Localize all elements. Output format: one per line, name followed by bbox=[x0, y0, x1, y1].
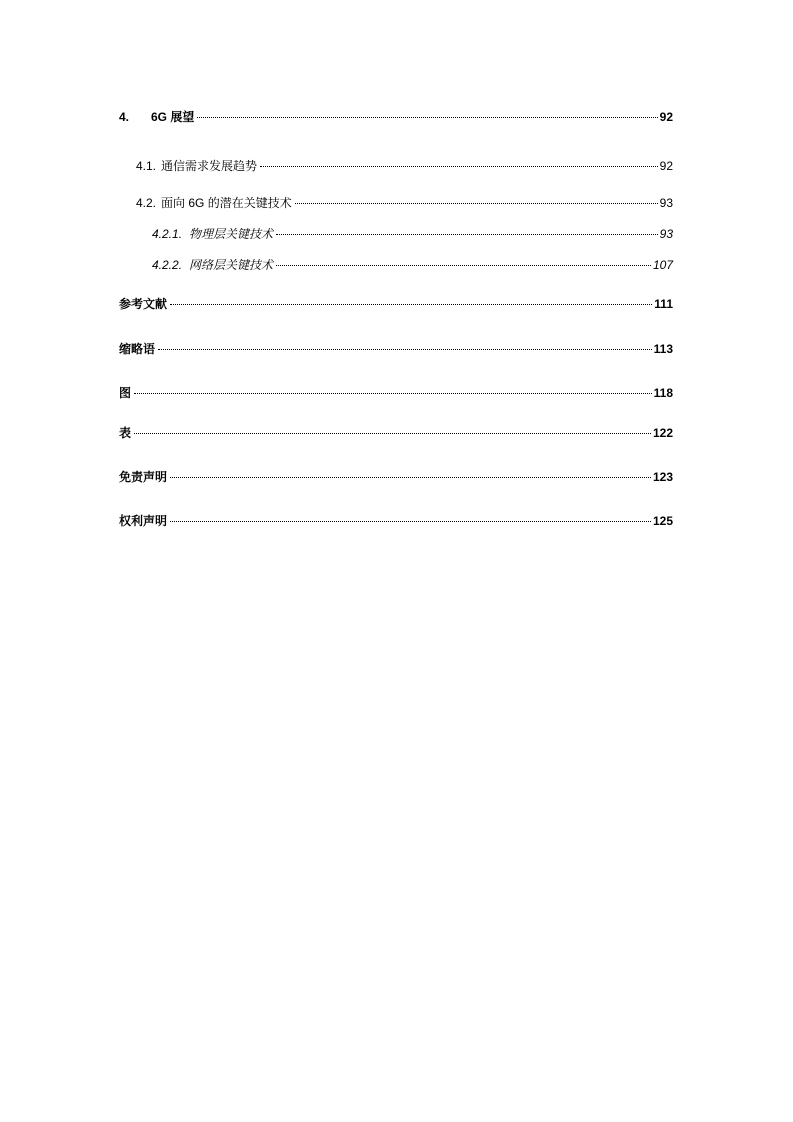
toc-entry-page: 111 bbox=[654, 297, 673, 311]
toc-entry-title: 图 bbox=[119, 386, 132, 400]
toc-entry-title: 免责声明 bbox=[119, 470, 168, 484]
dot-leader bbox=[134, 433, 651, 434]
toc-entry-title: 参考文献 bbox=[119, 297, 168, 311]
toc-entry-page: 93 bbox=[659, 227, 673, 241]
dot-leader bbox=[260, 166, 658, 167]
toc-entry-rights-statement[interactable] bbox=[119, 513, 673, 529]
toc-entry-title: 面向 6G 的潜在关键技术 bbox=[161, 196, 292, 210]
toc-entry-abbreviations[interactable] bbox=[119, 341, 673, 357]
dot-leader bbox=[276, 234, 658, 235]
toc-entry-references[interactable] bbox=[119, 296, 673, 312]
toc-entry-number: 4. bbox=[119, 110, 130, 124]
toc-entry-page: 92 bbox=[659, 159, 673, 173]
toc-entry-number: 4.1. bbox=[136, 159, 157, 173]
dot-leader bbox=[170, 477, 651, 478]
toc-entry-figures[interactable] bbox=[119, 385, 673, 401]
toc-entry-page: 125 bbox=[652, 514, 673, 528]
toc-entry-disclaimer[interactable] bbox=[119, 469, 673, 485]
toc-entry-title: 6G 展望 bbox=[151, 110, 195, 124]
dot-leader bbox=[170, 304, 652, 305]
dot-leader bbox=[170, 521, 651, 522]
toc-entry-title: 物理层关键技术 bbox=[189, 227, 274, 241]
dot-leader bbox=[276, 265, 651, 266]
dot-leader bbox=[134, 393, 652, 394]
dot-leader bbox=[158, 349, 652, 350]
toc-entry-number: 4.2. bbox=[136, 196, 157, 210]
toc-entry-page: 107 bbox=[652, 258, 673, 272]
toc-entry-network-layer[interactable] bbox=[152, 257, 673, 273]
toc-entry-6g-outlook[interactable] bbox=[119, 109, 673, 125]
dot-leader bbox=[197, 117, 657, 118]
toc-entry-6g-key-technologies[interactable] bbox=[136, 195, 673, 211]
toc-entry-title: 网络层关键技术 bbox=[189, 258, 274, 272]
toc-entry-title: 缩略语 bbox=[119, 342, 156, 356]
toc-entry-page: 123 bbox=[652, 470, 673, 484]
toc-entry-tables[interactable] bbox=[119, 425, 673, 441]
dot-leader bbox=[295, 203, 658, 204]
toc-entry-communication-trends[interactable] bbox=[136, 158, 673, 174]
toc-entry-page: 118 bbox=[653, 386, 673, 400]
toc-entry-page: 113 bbox=[653, 342, 673, 356]
toc-entry-title: 表 bbox=[119, 426, 132, 440]
toc-entry-page: 92 bbox=[659, 110, 673, 124]
toc-entry-physical-layer[interactable] bbox=[152, 226, 673, 242]
toc-entry-page: 122 bbox=[652, 426, 673, 440]
toc-entry-page: 93 bbox=[659, 196, 673, 210]
toc-entry-number: 4.2.1. bbox=[152, 227, 183, 241]
toc-entry-number: 4.2.2. bbox=[152, 258, 183, 272]
toc-entry-title: 权利声明 bbox=[119, 514, 168, 528]
toc-entry-title: 通信需求发展趋势 bbox=[161, 159, 258, 173]
